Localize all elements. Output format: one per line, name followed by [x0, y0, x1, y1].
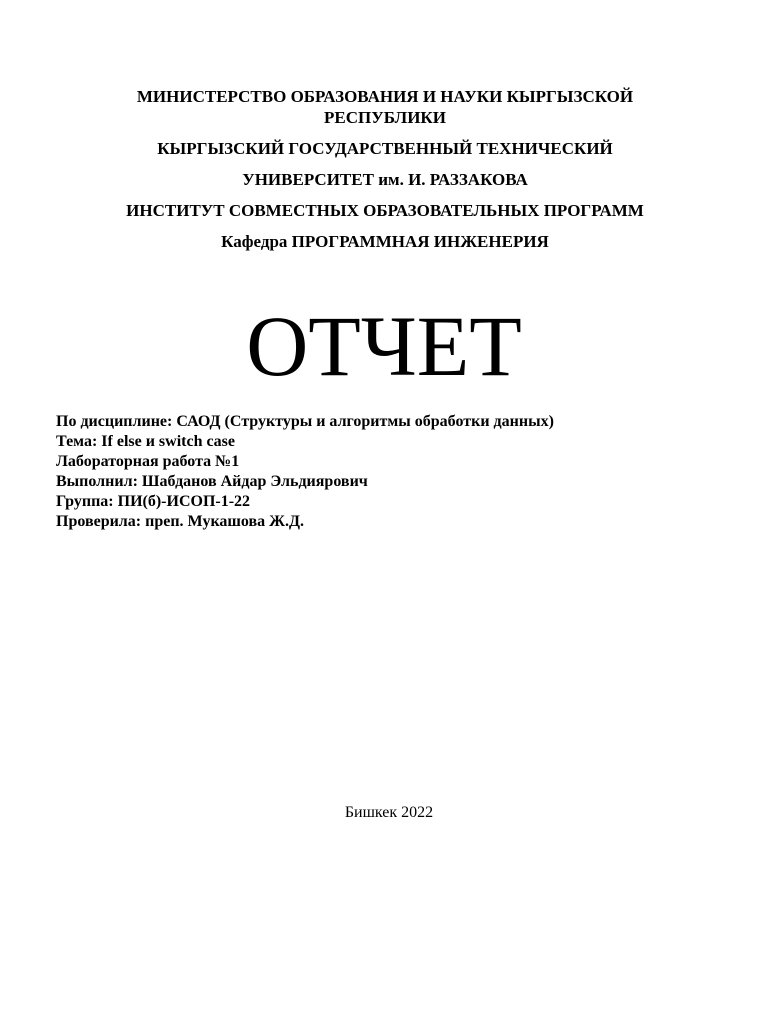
ministry-line-2: РЕСПУБЛИКИ — [324, 108, 446, 127]
city-year: Бишкек 2022 — [344, 804, 434, 821]
topic-line: Тема: If else и switch case — [56, 433, 235, 450]
lab-work-line: Лабораторная работа №1 — [56, 453, 240, 470]
department-name: Кафедра ПРОГРАММНАЯ ИНЖЕНЕРИЯ — [221, 232, 549, 251]
university-line-1: КЫРГЫЗСКИЙ ГОСУДАРСТВЕННЫЙ ТЕХНИЧЕСКИЙ — [157, 139, 613, 158]
report-info — [56, 412, 736, 532]
performed-by-line: Выполнил: Шабданов Айдар Эльдиярович — [56, 473, 368, 490]
group-line: Группа: ПИ(б)-ИСОП-1-22 — [56, 493, 251, 510]
title-page-header — [60, 86, 710, 252]
checked-by-line: Проверила: преп. Мукашова Ж.Д. — [56, 513, 304, 530]
university-line-2: УНИВЕРСИТЕТ им. И. РАЗЗАКОВА — [242, 170, 528, 189]
ministry-line-1: МИНИСТЕРСТВО ОБРАЗОВАНИЯ И НАУКИ КЫРГЫЗСКОЙ — [136, 87, 634, 106]
report-title: ОТЧЕТ — [246, 298, 522, 394]
discipline-line: По дисциплине: САОД (Структуры и алгоритмы обработки данных) — [56, 413, 554, 430]
institute-name: ИНСТИТУТ СОВМЕСТНЫХ ОБРАЗОВАТЕЛЬНЫХ ПРОГРАММ — [126, 201, 644, 220]
